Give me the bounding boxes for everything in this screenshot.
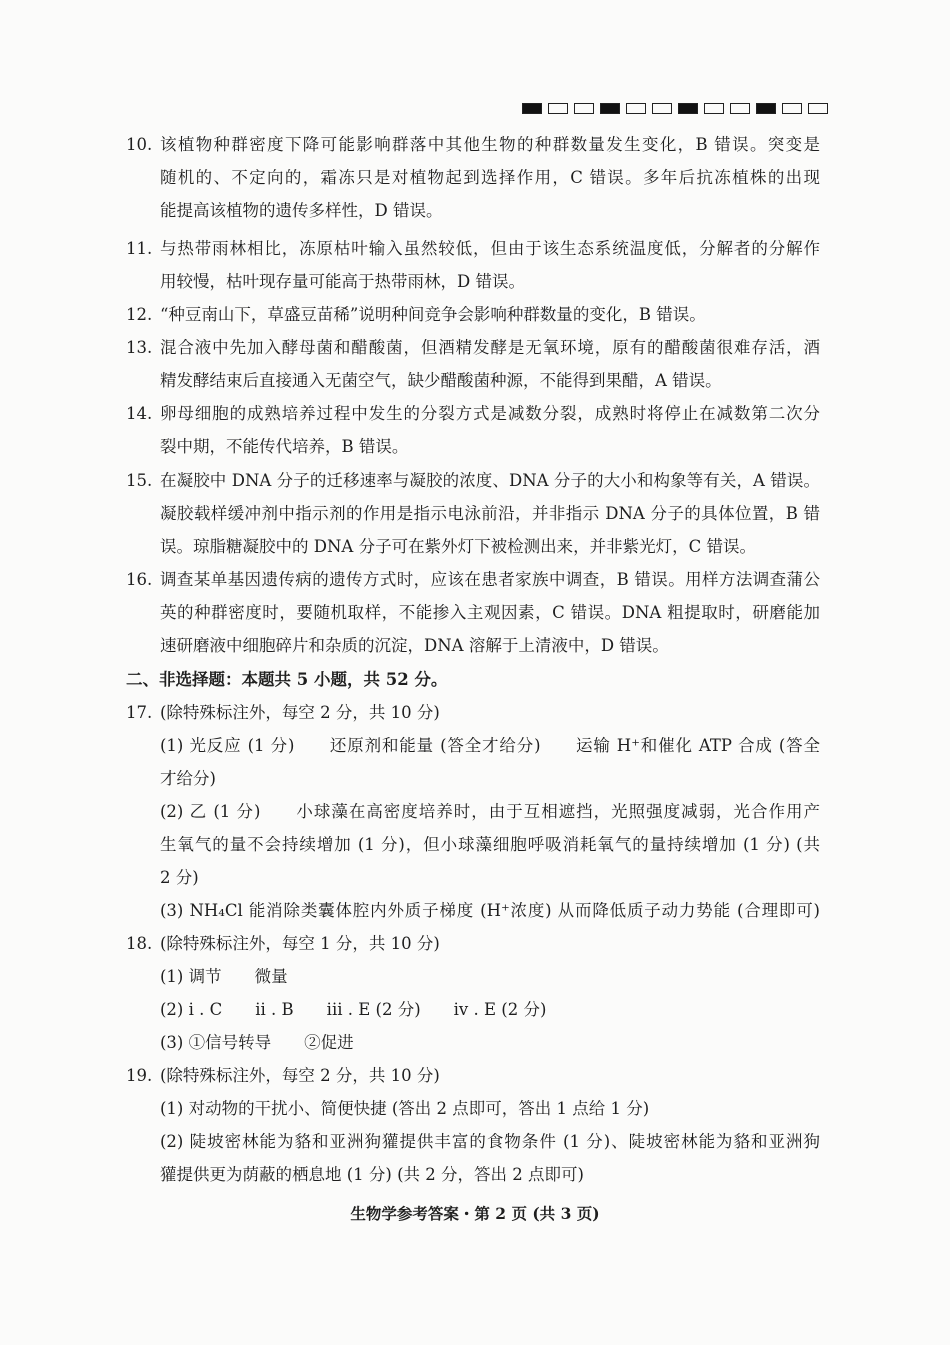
header-mark-filled xyxy=(756,103,776,114)
answer-text: 在凝胶中 DNA 分子的迁移速率与凝胶的浓度、DNA 分子的大小和构象等有关，A 错误。 xyxy=(160,471,820,490)
text-line xyxy=(0,336,950,362)
answer-text: 混合液中先加入酵母菌和醋酸菌，但酒精发酵是无氧环境，原有的醋酸菌很难存活，酒 xyxy=(160,338,820,357)
answer-text: (3) NH₄Cl 能消除类囊体腔内外质子梯度 (H⁺浓度) 从而降低质子动力势能 (合理即可) xyxy=(160,901,820,920)
question-number: 16. xyxy=(126,570,153,589)
header-mark-empty xyxy=(626,103,646,114)
answer-text: (1) 调节 微量 xyxy=(160,967,288,986)
text-line xyxy=(0,237,950,263)
header-mark-empty xyxy=(730,103,750,114)
text-line xyxy=(0,833,950,859)
header-mark-empty xyxy=(548,103,568,114)
answer-text: (2) i . C ii . B iii . E (2 分) iv . E (2 分) xyxy=(160,1000,547,1019)
answer-text: (3) ①信号转导 ②促进 xyxy=(160,1033,354,1052)
section-heading: 二、非选择题：本题共 5 小题，共 52 分。 xyxy=(126,670,448,689)
text-line xyxy=(0,133,950,159)
text-line xyxy=(0,965,950,991)
answer-text: 误。琼脂糖凝胶中的 DNA 分子可在紫外灯下被检测出来，并非紫光灯，C 错误。 xyxy=(160,537,756,556)
question-number: 13. xyxy=(126,338,153,357)
text-line xyxy=(0,601,950,627)
answer-text: 獾提供更为荫蔽的栖息地 (1 分) (共 2 分，答出 2 点即可) xyxy=(160,1165,584,1184)
answer-text: 该植物种群密度下降可能影响群落中其他生物的种群数量发生变化，B 错误。突变是 xyxy=(160,135,820,154)
header-mark-filled xyxy=(522,103,542,114)
header-mark-empty xyxy=(704,103,724,114)
answer-text: 与热带雨林相比，冻原枯叶输入虽然较低，但由于该生态系统温度低，分解者的分解作 xyxy=(160,239,820,258)
answer-text: 凝胶载样缓冲剂中指示剂的作用是指示电泳前沿，并非指示 DNA 分子的具体位置，B 错 xyxy=(160,504,820,523)
text-line xyxy=(0,668,950,694)
answer-text: 卵母细胞的成熟培养过程中发生的分裂方式是减数分裂，成熟时将停止在减数第二次分 xyxy=(160,404,820,423)
answer-text: 速研磨液中细胞碎片和杂质的沉淀，DNA 溶解于上清液中，D 错误。 xyxy=(160,636,669,655)
question-number: 10. xyxy=(126,135,153,154)
answer-text: (1) 对动物的干扰小、简便快捷 (答出 2 点即可，答出 1 点给 1 分) xyxy=(160,1099,650,1118)
header-mark-empty xyxy=(808,103,828,114)
text-line xyxy=(0,303,950,329)
text-line xyxy=(0,899,950,925)
text-line xyxy=(0,998,950,1024)
text-line xyxy=(0,369,950,395)
text-line xyxy=(0,502,950,528)
answer-text: (2) 乙 (1 分) 小球藻在高密度培养时，由于互相遮挡，光照强度减弱，光合作用产 xyxy=(160,802,820,821)
answer-text: 才给分) xyxy=(160,769,216,788)
question-number: 15. xyxy=(126,471,153,490)
answer-text: (除特殊标注外，每空 2 分，共 10 分) xyxy=(160,703,440,722)
answer-text: (除特殊标注外，每空 1 分，共 10 分) xyxy=(160,934,440,953)
text-line xyxy=(0,734,950,760)
answer-text: 随机的、不定向的，霜冻只是对植物起到选择作用，C 错误。多年后抗冻植株的出现 xyxy=(160,168,820,187)
text-line xyxy=(0,1163,950,1189)
text-line xyxy=(0,1031,950,1057)
header-mark-filled xyxy=(600,103,620,114)
answer-text: 用较慢，枯叶现存量可能高于热带雨林，D 错误。 xyxy=(160,272,525,291)
answer-text: (1) 光反应 (1 分) 还原剂和能量 (答全才给分) 运输 H⁺和催化 ATP 合成 (答全 xyxy=(160,736,820,755)
answer-text: 调查某单基因遗传病的遗传方式时，应该在患者家族中调查，B 错误。用样方法调查蒲公 xyxy=(160,570,820,589)
header-mark-empty xyxy=(782,103,802,114)
answer-text: (2) 陡坡密林能为貉和亚洲狗獾提供丰富的食物条件 (1 分)、陡坡密林能为貉和亚洲狗 xyxy=(160,1132,820,1151)
text-line xyxy=(0,932,950,958)
question-number: 11. xyxy=(126,239,153,258)
answer-text: 生氧气的量不会持续增加 (1 分)，但小球藻细胞呼吸消耗氧气的量持续增加 (1 分) (共 xyxy=(160,835,820,854)
text-line xyxy=(0,435,950,461)
header-marks xyxy=(522,103,828,114)
text-line xyxy=(0,1097,950,1123)
header-mark-filled xyxy=(678,103,698,114)
answer-text: 能提高该植物的遗传多样性，D 错误。 xyxy=(160,201,443,220)
text-line xyxy=(0,800,950,826)
text-line xyxy=(0,1130,950,1156)
header-mark-empty xyxy=(652,103,672,114)
text-line xyxy=(0,270,950,296)
text-line xyxy=(0,402,950,428)
answer-text: 裂中期，不能传代培养，B 错误。 xyxy=(160,437,409,456)
answer-text: 2 分) xyxy=(160,868,199,887)
text-line xyxy=(0,1064,950,1090)
header-mark-empty xyxy=(574,103,594,114)
text-line xyxy=(0,767,950,793)
text-line xyxy=(0,701,950,727)
text-line xyxy=(0,568,950,594)
answer-text: 英的种群密度时，要随机取样，不能掺入主观因素，C 错误。DNA 粗提取时，研磨能加 xyxy=(160,603,820,622)
text-line xyxy=(0,199,950,225)
answer-text: (除特殊标注外，每空 2 分，共 10 分) xyxy=(160,1066,440,1085)
text-line xyxy=(0,469,950,495)
question-number: 12. xyxy=(126,305,153,324)
answer-text: 精发酵结束后直接通入无菌空气，缺少醋酸菌种源，不能得到果醋，A 错误。 xyxy=(160,371,722,390)
question-number: 14. xyxy=(126,404,153,423)
question-number: 18. xyxy=(126,934,153,953)
text-line xyxy=(0,535,950,561)
text-line xyxy=(0,634,950,660)
answer-text: “种豆南山下，草盛豆苗稀”说明种间竞争会影响种群数量的变化，B 错误。 xyxy=(160,305,706,324)
text-line xyxy=(0,166,950,192)
question-number: 17. xyxy=(126,703,153,722)
page-footer: 生物学参考答案・第 2 页 (共 3 页) xyxy=(350,1204,600,1223)
text-line xyxy=(0,866,950,892)
question-number: 19. xyxy=(126,1066,153,1085)
